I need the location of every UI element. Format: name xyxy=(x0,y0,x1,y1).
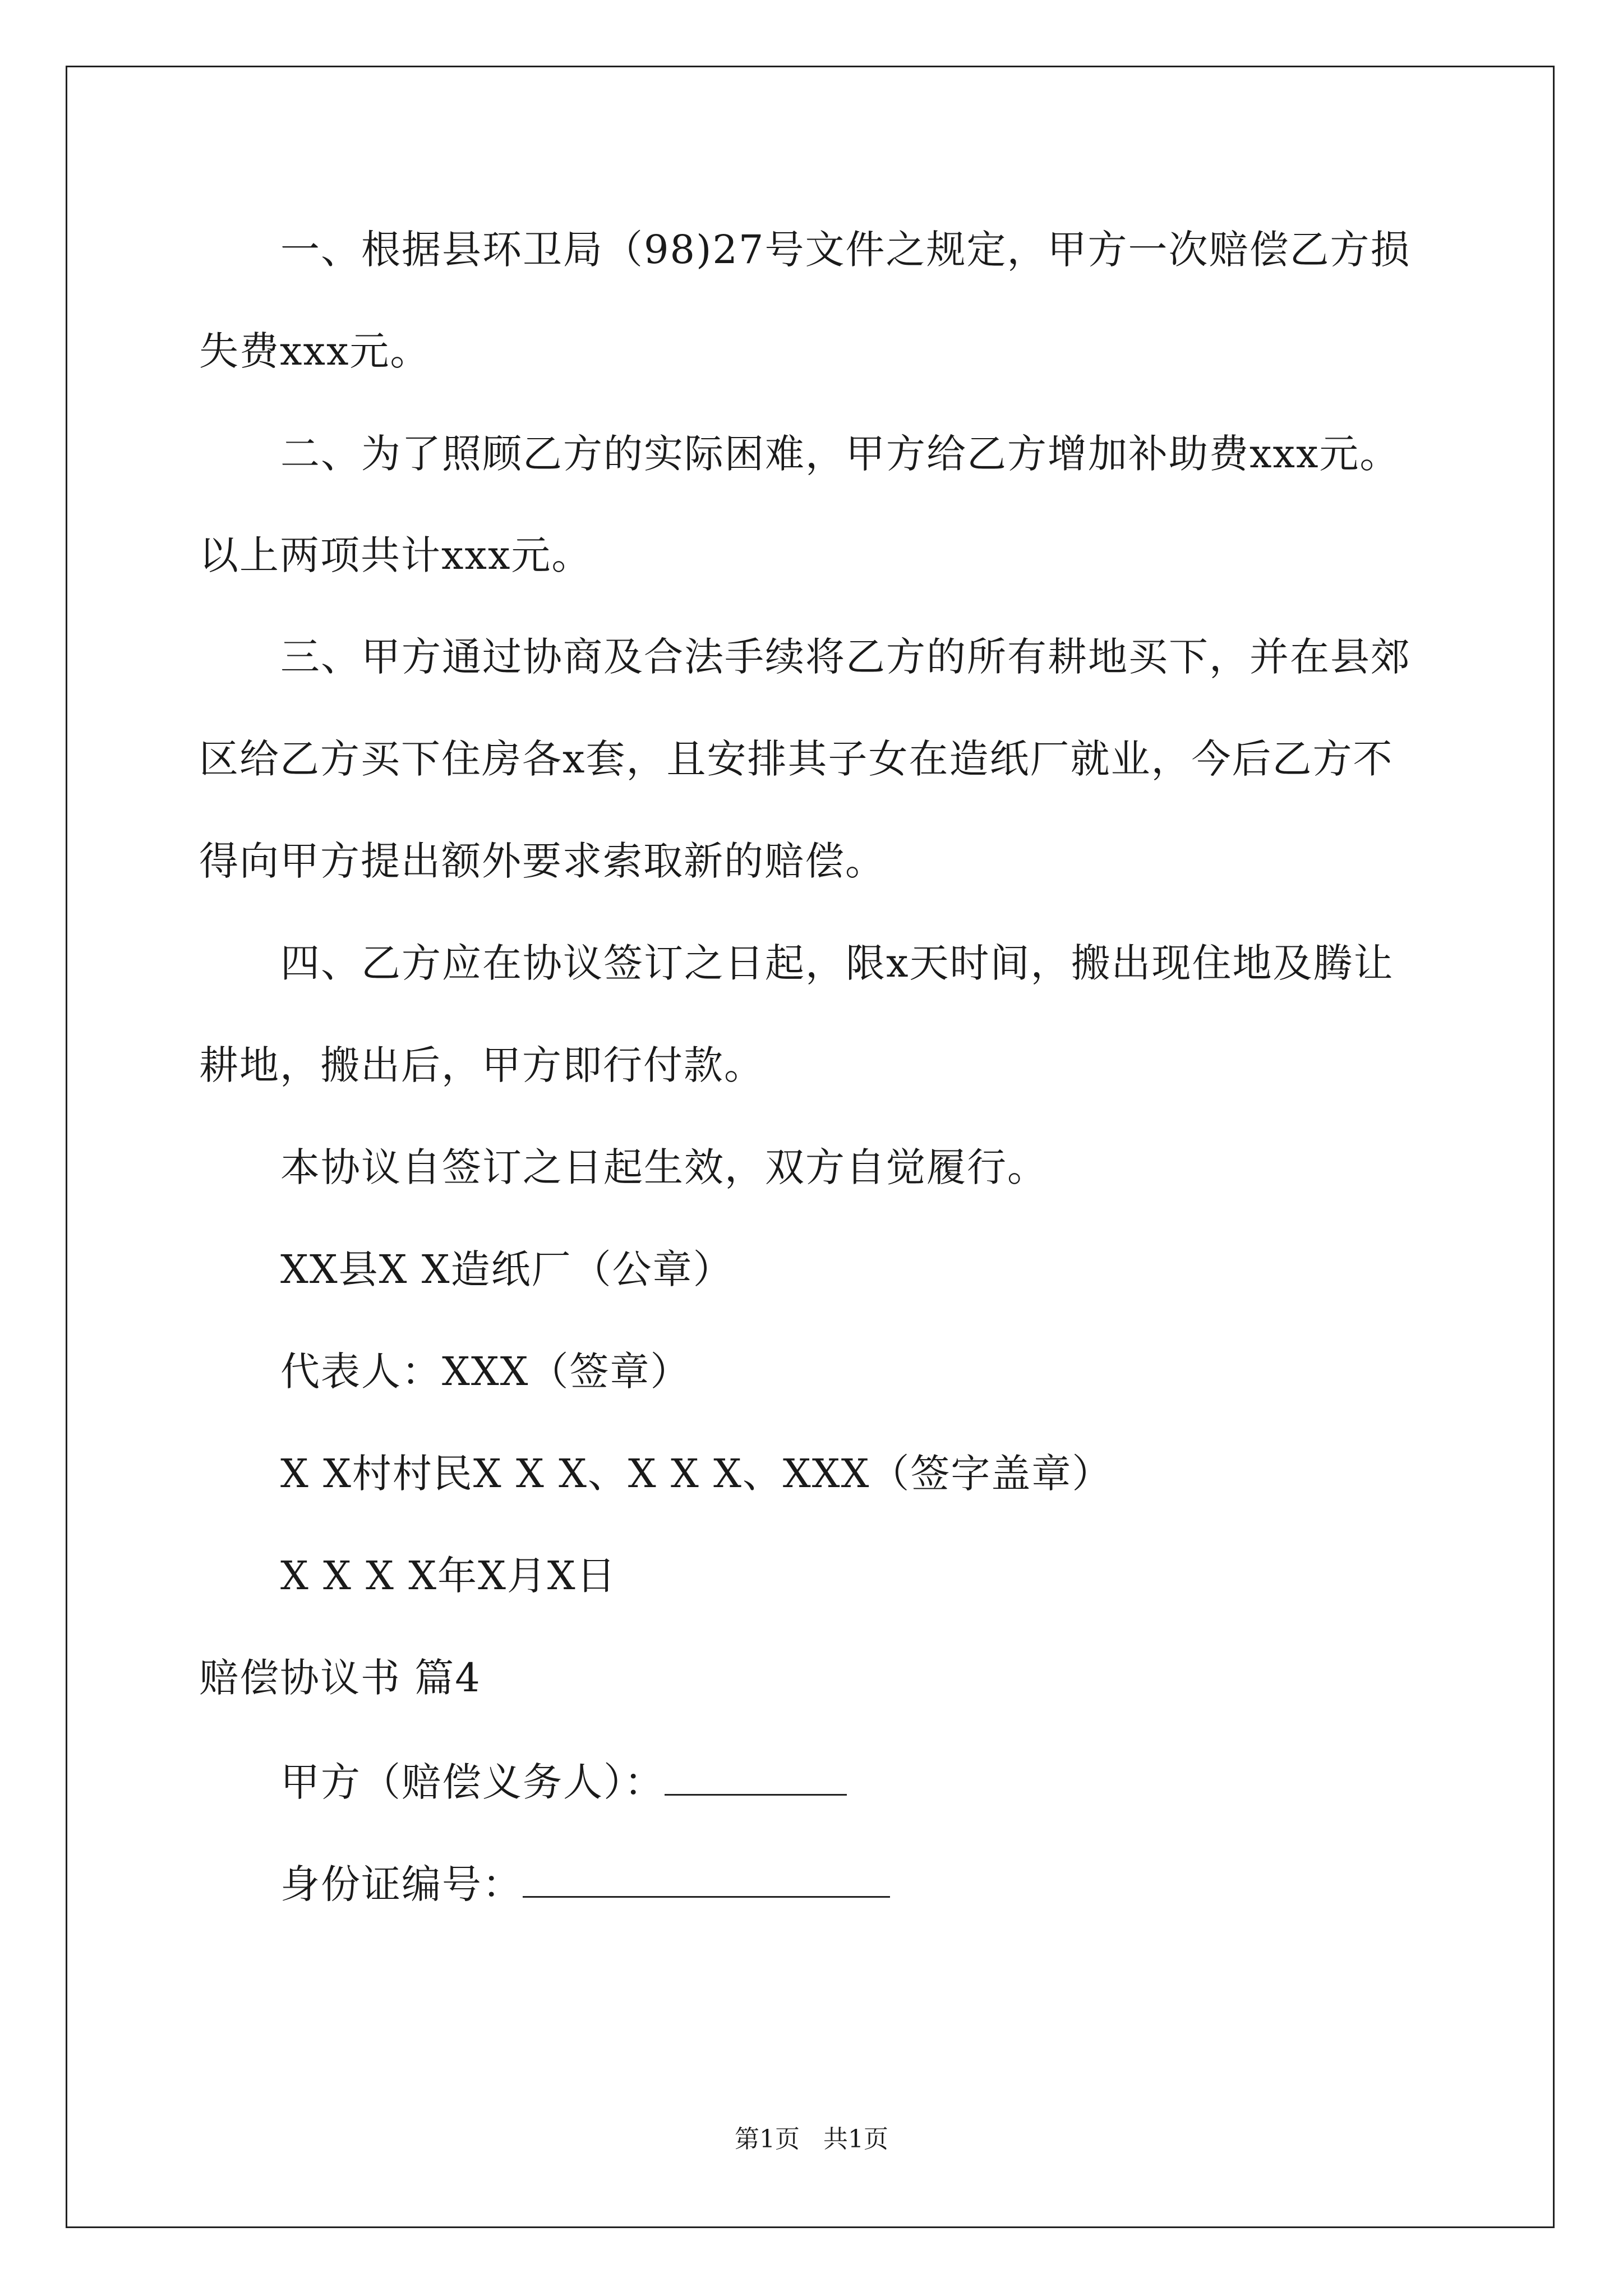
paragraph-3-line-1: 三、甲方通过协商及合法手续将乙方的所有耕地买下，并在县郊 xyxy=(280,634,1411,680)
id-number-blank[interactable] xyxy=(523,1862,890,1898)
signature-factory: XX县X X造纸厂（公章） xyxy=(280,1246,734,1292)
party-a-label: 甲方（赔偿义务人）： xyxy=(280,1759,665,1805)
paragraph-2-line-1: 二、为了照顾乙方的实际困难，甲方给乙方增加补助费xxx元。 xyxy=(280,431,1400,477)
section-title: 赔偿协议书 篇4 xyxy=(199,1655,481,1701)
paragraph-3-line-2: 区给乙方买下住房各x套，且安排其子女在造纸厂就业，今后乙方不 xyxy=(199,736,1394,782)
signature-date: X X X X年X月X日 xyxy=(280,1553,617,1599)
paragraph-1-line-1: 一、根据县环卫局（98)27号文件之规定，甲方一次赔偿乙方损 xyxy=(280,227,1411,273)
paragraph-3-line-3: 得向甲方提出额外要求索取新的赔偿。 xyxy=(199,838,886,884)
signature-representative: 代表人：XXX（签章） xyxy=(280,1349,691,1395)
paragraph-effective: 本协议自签订之日起生效，双方自觉履行。 xyxy=(280,1144,1048,1190)
id-number-label: 身份证编号： xyxy=(280,1861,523,1907)
paragraph-1-line-2: 失费xxx元。 xyxy=(199,328,431,374)
paragraph-4-line-1: 四、乙方应在协议签订之日起，限x天时间，搬出现住地及腾让 xyxy=(280,940,1394,986)
id-number-field xyxy=(280,1861,890,1907)
party-a-blank[interactable] xyxy=(665,1760,847,1796)
signature-villagers: X X村村民X X X、X X X、XXX（签字盖章） xyxy=(280,1451,1113,1497)
paragraph-2-line-2: 以上两项共计xxx元。 xyxy=(199,532,592,578)
paragraph-4-line-2: 耕地，搬出后，甲方即行付款。 xyxy=(199,1042,764,1088)
page-footer: 第1页 共1页 xyxy=(735,2125,888,2154)
party-a-field xyxy=(280,1759,847,1805)
